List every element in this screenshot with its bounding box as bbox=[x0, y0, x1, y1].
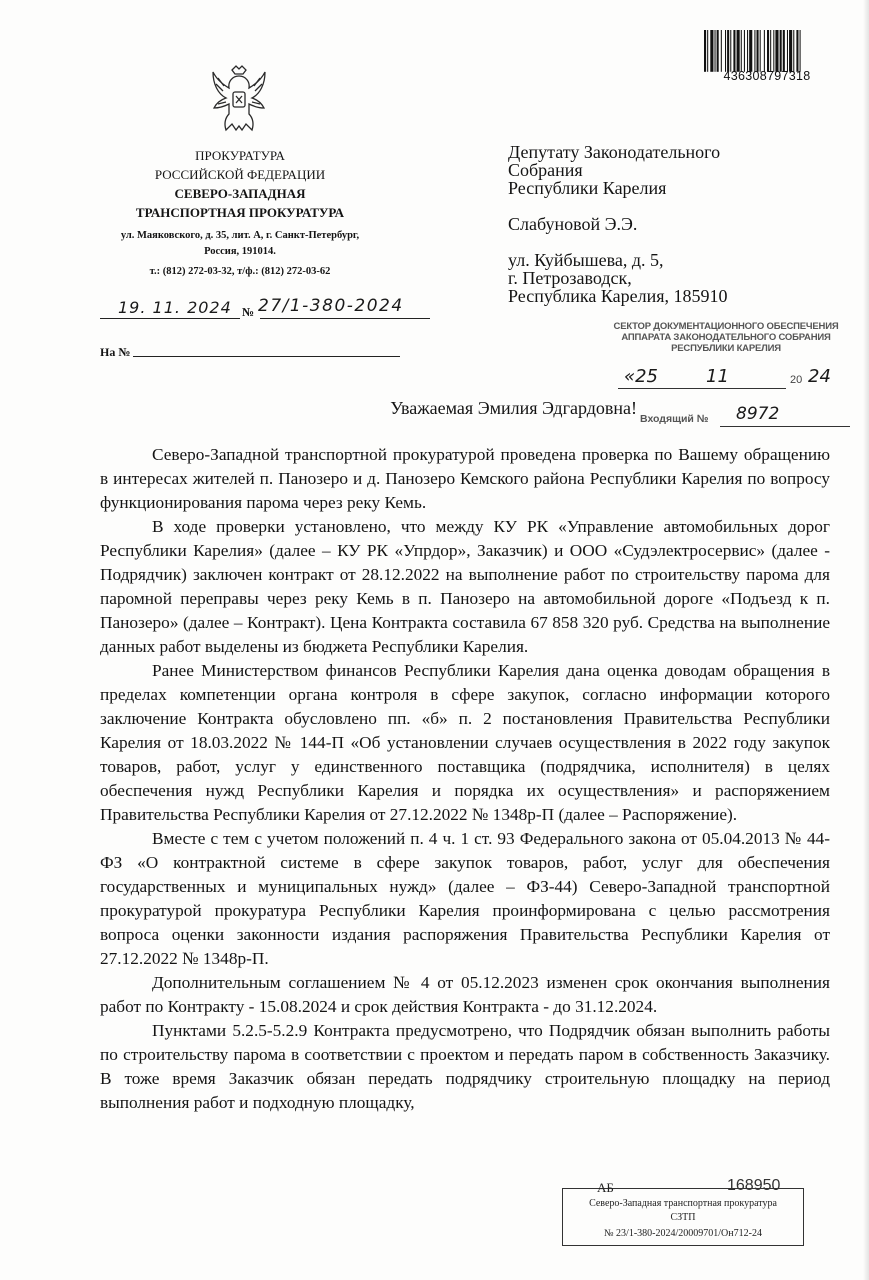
sender-address-1: ул. Маяковского, д. 35, лит. А, г. Санкт-Петербург, bbox=[120, 230, 360, 241]
registration-stamp bbox=[562, 1177, 804, 1246]
recipient-address-1: ул. Куйбышева, д. 5, bbox=[508, 250, 664, 270]
recipient-line-1: Депутату Законодательного bbox=[508, 142, 721, 162]
reply-to-underline bbox=[133, 356, 400, 357]
sender-line-4: ТРАНСПОРТНАЯ ПРОКУРАТУРА bbox=[135, 205, 345, 220]
letter-body bbox=[100, 443, 830, 1115]
receipt-stamp-line-3: РЕСПУБЛИКИ КАРЕЛИЯ bbox=[671, 343, 781, 354]
outgoing-number: 27/1-380-2024 bbox=[258, 296, 404, 316]
incoming-number: 8972 bbox=[736, 404, 780, 424]
recipient-line-3: Республики Карелия bbox=[508, 178, 667, 198]
body-paragraph: Дополнительным соглашением № 4 от 05.12.2023 изменен срок окончания выполнения работ по Контракту - 15.08.2024 и срок действия Контракта - до 31.12.2024. bbox=[100, 973, 830, 1016]
registration-stamp-line-3: № 23/1-380-2024/20009701/Он712-24 bbox=[604, 1228, 762, 1239]
reply-to-label: На № bbox=[100, 345, 131, 359]
page-edge-shadow bbox=[863, 0, 869, 1280]
outgoing-date: 19. 11. 2024 bbox=[118, 298, 232, 317]
registration-stamp-line-1: Северо-Западная транспортная прокуратура bbox=[589, 1198, 777, 1209]
coat-of-arms-icon bbox=[210, 64, 268, 136]
sender-block bbox=[80, 146, 400, 280]
barcode-number: 436308797318 bbox=[723, 69, 811, 83]
registration-stamp-line-2: СЗТП bbox=[670, 1212, 696, 1223]
stamp-series: АБ bbox=[597, 1180, 614, 1195]
receipt-stamp-line-2: АППАРАТА ЗАКОНОДАТЕЛЬНОГО СОБРАНИЯ bbox=[621, 332, 831, 343]
sender-line-1: ПРОКУРАТУРА bbox=[195, 148, 285, 163]
salutation: Уважаемая Эмилия Эдгардовна! bbox=[390, 398, 637, 418]
receipt-date bbox=[618, 366, 848, 396]
outgoing-number-label: № bbox=[242, 305, 255, 319]
sender-line-3: СЕВЕРО-ЗАПАДНАЯ bbox=[174, 186, 306, 201]
recipient-line-2: Собрания bbox=[508, 160, 583, 180]
sender-line-2: РОССИЙСКОЙ ФЕДЕРАЦИИ bbox=[154, 167, 326, 182]
receipt-day: «25 bbox=[624, 366, 659, 387]
receipt-date-underline bbox=[618, 388, 786, 389]
incoming-number-label: Входящий № bbox=[640, 413, 709, 425]
receipt-year-prefix: 20 bbox=[790, 374, 803, 386]
body-paragraph: В ходе проверки установлено, что между КУ РК «Управление автомобильных дорог Республики Карелия» (далее – КУ РК «Упрдор», Заказчик) и ООО «Судэлектросервис» (далее - Подрядчик) заключен контракт от 28.12.2022 на выполнение работ по строительству парома для паромной переправы через реку Кемь в п. Панозеро на автомобильной дороге «Подъезд к п. Панозеро» (далее – Контракт). Цена Контракта составила 67 858 320 руб. Средства на выполнение данных работ выделены из бюджета Республики Карелия. bbox=[100, 517, 830, 656]
receipt-stamp bbox=[606, 321, 846, 354]
registration-line bbox=[100, 296, 430, 326]
number-underline bbox=[260, 318, 430, 319]
recipient-address-3: Республика Карелия, 185910 bbox=[508, 286, 728, 306]
stamp-serial: 168950 bbox=[727, 1177, 781, 1194]
body-paragraph: Пунктами 5.2.5-5.2.9 Контракта предусмотрено, что Подрядчик обязан выполнить работы по строительству парома в соответствии с проектом и передать паром в собственность Заказчику. В тоже время Заказчик обязан передать подрядчику строительную площадку на период выполнения работ и подходную площадку, bbox=[100, 1021, 830, 1112]
sender-address-2: Россия, 191014. bbox=[204, 246, 276, 257]
receipt-year-suffix: 24 bbox=[808, 366, 831, 387]
incoming-number-underline bbox=[720, 426, 850, 427]
receipt-stamp-line-1: СЕКТОР ДОКУМЕНТАЦИОННОГО ОБЕСПЕЧЕНИЯ bbox=[613, 321, 839, 332]
barcode bbox=[704, 30, 830, 74]
sender-phone: т.: (812) 272-03-32, т/ф.: (812) 272-03-62 bbox=[149, 266, 331, 277]
receipt-month: 11 bbox=[706, 366, 729, 387]
body-paragraph: Северо-Западной транспортной прокуратурой проведена проверка по Вашему обращению в интересах жителей п. Панозеро и д. Панозеро Кемского района Республики Карелия по вопросу функционирования парома через реку Кемь. bbox=[100, 445, 830, 512]
incoming-number-row bbox=[640, 404, 850, 428]
recipient-block bbox=[508, 143, 838, 305]
body-paragraph: Вместе с тем с учетом положений п. 4 ч. 1 ст. 93 Федерального закона от 05.04.2013 № 44-ФЗ «О контрактной системе в сфере закупок товаров, работ, услуг для обеспечения государственных и муниципальных нужд» (далее – ФЗ-44) Северо-Западной транспортной прокуратурой прокуратура Республики Карелия проинформирована с целью рассмотрения вопроса оценки законности издания распоряжения Правительства Республики Карелия от 27.12.2022 № 1348р-П. bbox=[100, 829, 830, 968]
body-paragraph: Ранее Министерством финансов Республики Карелия дана оценка доводам обращения в пределах компетенции органа контроля в сфере закупок, согласно информации которого заключение Контракта обусловлено пп. «б» п. 2 постановления Правительства Республики Карелия от 18.03.2022 № 144-П «Об установлении случаев осуществления в 2022 году закупок товаров, работ, услуг у единственного поставщика (подрядчика, исполнителя) в целях обеспечения нужд Республики Карелия и порядка их осуществления» и распоряжением Правительства Республики Карелия от 27.12.2022 № 1348р-П (далее – Распоряжение). bbox=[100, 661, 830, 824]
recipient-name: Слабуновой Э.Э. bbox=[508, 214, 638, 234]
date-underline bbox=[100, 318, 240, 319]
recipient-address-2: г. Петрозаводск, bbox=[508, 268, 632, 288]
